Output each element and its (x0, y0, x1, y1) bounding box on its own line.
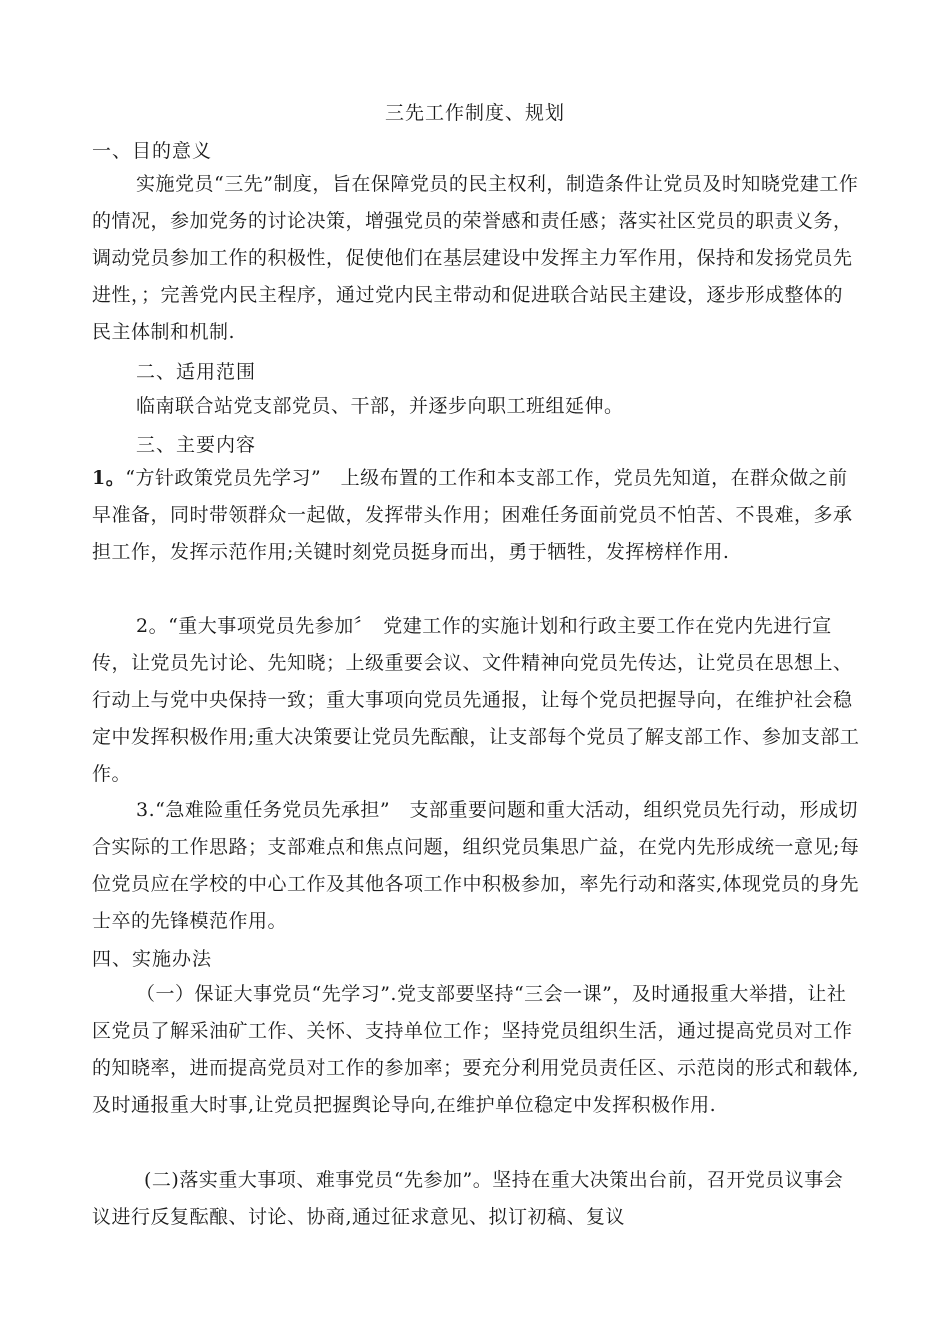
sub2-paragraph: (二)落实重大事项、难事党员“先参加”。坚持在重大决策出台前，召开党员议事会议进行反复酝酿、讨论、协商,通过征求意见、拟订初稿、复议 (92, 1169, 844, 1228)
section3-heading: 三、主要内容 (136, 434, 257, 456)
section1-heading: 一、目的意义 (92, 140, 213, 162)
section4-heading: 四、实施办法 (92, 948, 213, 970)
item1-number: 1。 (92, 467, 126, 489)
section1-paragraph: 实施党员“三先”制度，旨在保障党员的民主权利，制造条件让党员及时知晓党建工作的情况，参加党务的讨论决策，增强党员的荣誉感和责任感；落实社区党员的职责义务，调动党员参加工作的积极性，促使他们在基层建设中发挥主力军作用，保持和发扬党员先进性，；完善党内民主程序，通过党内民主带动和促进联合站民主建设，逐步形成整体的民主体制和机制. (92, 173, 859, 343)
document-title: 三先工作制度、规划 (384, 102, 565, 124)
sub1-paragraph: （一）保证大事党员“先学习”.党支部要坚持“三会一课”，及时通报重大举措，让社区党员了解采油矿工作、关怀、支持单位工作；坚持党员组织生活，通过提高党员对工作的知晓率，进而提高党员对工作的参加率；要充分利用党员责任区、示范岗的形式和载体,及时通报重大时事,让党员把握舆论导向,在维护单位稳定中发挥积极作用. (92, 983, 860, 1116)
item1-text: “方针政策党员先学习” 上级布置的工作和本支部工作，党员先知道，在群众做之前早准备，同时带领群众一起做，发挥带头作用；困难任务面前党员不怕苦、不畏难，多承担工作，发挥示范作用;关键时刻党员挺身而出，勇于牺牲，发挥榜样作用. (92, 467, 853, 563)
item1-paragraph (92, 460, 862, 571)
section2-heading: 二、适用范围 (136, 361, 257, 383)
section2-paragraph: 临南联合站党支部党员、干部，并逐步向职工班组延伸。 (136, 395, 624, 417)
item3-paragraph: 3.“急难险重任务党员先承担” 支部重要问题和重大活动，组织党员先行动，形成切合实际的工作思路；支部难点和焦点问题，组织党员集思广益，在党内先形成统一意见;每位党员应在学校的中心工作及其他各项工作中积极参加，率先行动和落实,体现党员的身先士卒的先锋模范作用。 (92, 799, 860, 932)
item2-paragraph: 2。“重大事项党员先参加〞 党建工作的实施计划和行政主要工作在党内先进行宣传，让党员先讨论、先知晓；上级重要会议、文件精神向党员先传达，让党员在思想上、行动上与党中央保持一致；重大事项向党员先通报，让每个党员把握导向，在维护社会稳定中发挥积极作用;重大决策要让党员先酝酿，让支部每个党员了解支部工作、参加支部工作。 (92, 615, 860, 785)
